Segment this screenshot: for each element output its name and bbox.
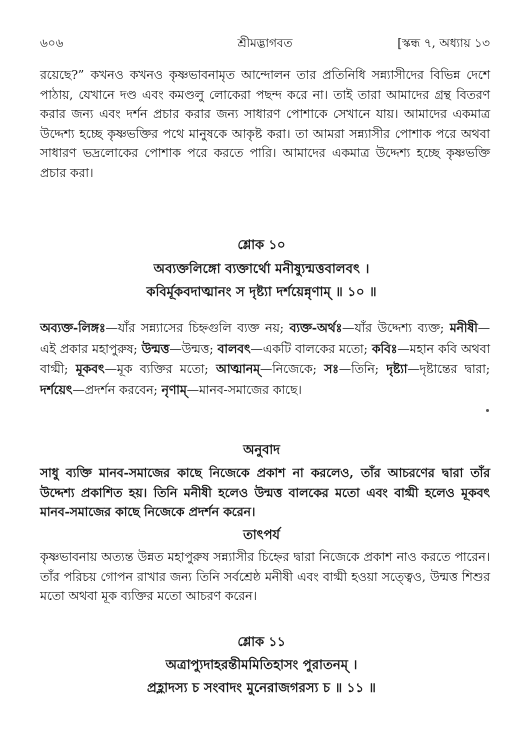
synonym-meaning: —মানব-সমাজের কাছে।: [186, 382, 302, 397]
synonym-meaning: —মহান কবি অথবা বাগ্মী;: [40, 341, 491, 377]
translation-text: সাধু ব্যক্তি মানব-সমাজের কাছে নিজেকে প্রকাশ না করলেও, তাঁর আচরণের দ্বারা তাঁর উদ্দেশ্য প্রকাশিত হয়। তিনি মনীষী হলেও উন্মত্ত বালকের মতো এবং বাগ্মী হলেও মূকবৎ মানব-সমাজের কাছে নিজেকে প্রদর্শন করেন।: [40, 465, 490, 520]
synonym-meaning: —যাঁর উদ্দেশ্য ব্যক্ত;: [342, 321, 450, 335]
synonym-meaning: —দৃষ্টান্তের দ্বারা;: [407, 362, 490, 377]
synonym-term: ব্যক্ত-অর্থঃ: [289, 320, 343, 335]
purport-text: কৃষ্ণভাবনায় অত্যন্ত উন্নত মহাপুরুষ সন্ন্যাসীর চিহ্নের দ্বারা নিজেকে প্রকাশ নাও করতে পারেন। তাঁর পরিচয় গোপন রাখার জন্য তিনি সর্বশ্রেষ্ঠ মনীষী এবং বাগ্মী হওয়া সত্ত্বেও, উন্মত্ত শিশুর মতো অথবা মূক ব্যক্তির মতো আচরণ করেন।: [40, 550, 490, 604]
synonym-term: মূকবৎ: [75, 361, 105, 377]
synonym-meaning: —তিনি;: [338, 362, 387, 377]
verse-11-heading: শ্লোক ১১: [237, 635, 286, 650]
synonym-meaning: —মূক ব্যক্তির মতো;: [104, 362, 216, 377]
verse-10-line-2: কবির্মূকবদাত্মানং স দৃষ্ট্যা দর্শয়েন্নৃণাম্ ॥ ১০ ॥: [146, 285, 377, 300]
translation-heading: অনুবাদ: [243, 443, 280, 458]
synonym-meaning: —উন্মত্ত;: [169, 341, 218, 356]
page-number: ৬০৬: [40, 36, 64, 50]
synonym-term: নৃণাম্: [161, 381, 187, 397]
synonym-meaning: —প্রদর্শন করবেন;: [72, 382, 162, 397]
book-title: শ্রীমদ্ভাগবত: [237, 36, 293, 50]
verse-11-line-1: অত্রাপ্যুদাহরন্তীমমিতিহাসং পুরাতনম্ ।: [165, 658, 358, 673]
synonym-meaning: —একটি বালকের মতো;: [250, 341, 372, 356]
chapter-reference: [স্কন্ধ ৭, অধ্যায় ১৩: [397, 36, 490, 50]
synonym-term: বালবৎ: [217, 340, 251, 356]
synonym-term: উন্মত্ত: [141, 340, 170, 356]
intro-paragraph: রয়েছে?” কখনও কখনও কৃষ্ণভাবনামৃত আন্দোলন তার প্রতিনিধি সন্ন্যাসীদের বিভিন্ন দেশে পাঠায়, যেখানে দণ্ড এবং কমণ্ডলু লোকেরা পছন্দ করে না। তাই তারা আমাদের গ্রন্থ বিতরণ করার জন্য এবং দর্শন প্রচার করার জন্য সাধারণ পোশাকে সেখানে যায়। আমাদের একমাত্র উদ্দেশ্য হচ্ছে কৃষ্ণভক্তির পথে মানুষকে আকৃষ্ট করা। তা আমরা সন্ন্যাসীর পোশাক পরে অথবা সাধারণ ভদ্রলোকের পোশাক পরে করতে পারি। আমাদের একমাত্র উদ্দেশ্য হচ্ছে কৃষ্ণভক্তি প্রচার করা।: [40, 68, 490, 180]
verse-10-line-1: অব্যক্তলিঙ্গো ব্যক্তার্থো মনীষ্যুন্মত্তবালবৎ ।: [153, 262, 370, 277]
synonym-term: অব্যক্ত-লিঙ্গঃ: [40, 320, 106, 335]
verse-11-line-2: প্রহ্লাদস্য চ সংবাদং মুনেরাজগরস্য চ ॥ ১১ ॥: [147, 681, 376, 696]
synonym-term: কবিঃ: [371, 340, 398, 356]
stray-mark: [486, 409, 489, 412]
synonym-meaning: —নিজেকে;: [259, 362, 325, 377]
synonym-term: দর্শয়েৎ: [40, 381, 73, 397]
synonym-term: দৃষ্ট্যা: [386, 361, 408, 377]
synonym-term: মনীষী: [449, 320, 478, 335]
page-header: [40, 34, 490, 52]
purport-heading: তাৎপর্য: [243, 528, 280, 543]
word-for-word-synonyms: [40, 318, 490, 400]
synonym-term: আত্মানম্: [216, 361, 260, 377]
synonym-meaning: —যাঁর সন্ন্যাসের চিহ্নগুলি ব্যক্ত নয়;: [105, 321, 290, 335]
verse-10-heading: শ্লোক ১০: [237, 238, 286, 253]
synonym-term: সঃ: [324, 361, 339, 377]
synonym-meaning: —এই প্রকার মহাপুরুষ;: [40, 321, 491, 356]
